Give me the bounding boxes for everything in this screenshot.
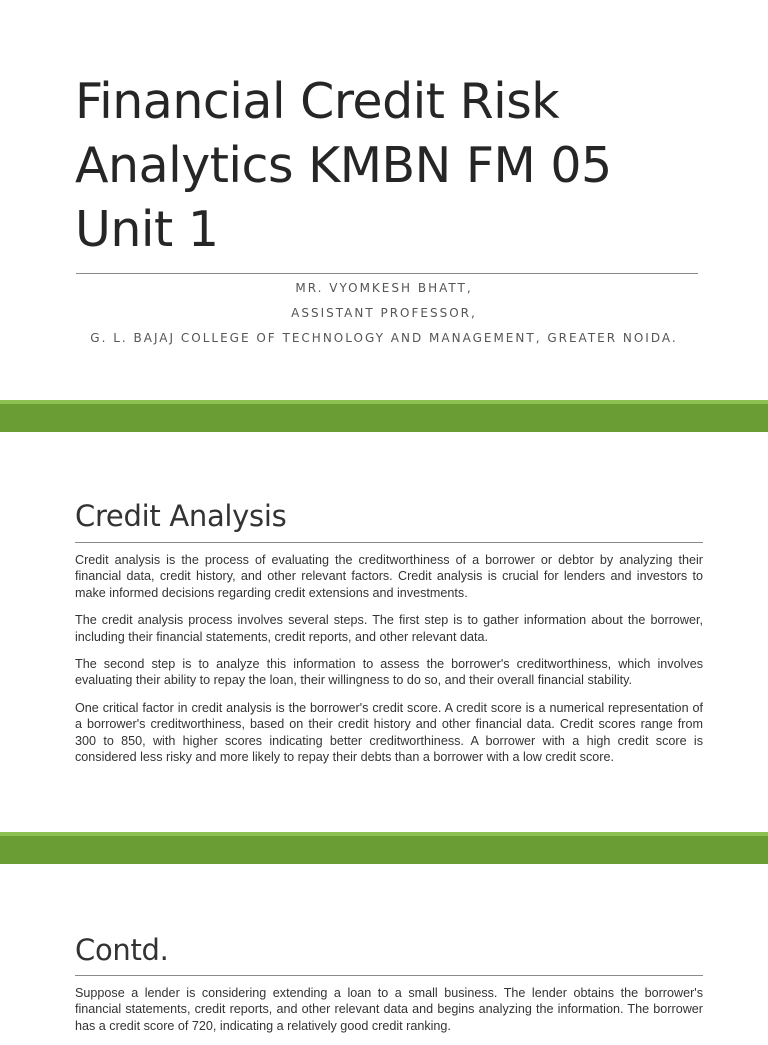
contd-slide [0,864,768,1033]
slide-body [75,552,703,776]
title-divider [76,273,698,274]
slide-heading: Contd. [75,933,169,967]
author-institution: G. L. BAJAJ COLLEGE OF TECHNOLOGY AND MANAGEMENT, GREATER NOIDA. [90,331,678,345]
slide-heading: Credit Analysis [75,499,287,533]
slide-body [75,985,703,1045]
slide-separator-band [0,832,768,864]
heading-divider [75,542,703,543]
author-name: MR. VYOMKESH BHATT, [295,281,473,295]
author-position: ASSISTANT PROFESSOR, [291,306,477,320]
body-paragraph: One critical factor in credit analysis is the borrower's credit score. A credit score is a numerical representation of a borrower's creditworthiness, based on their credit history and other financial data. Credit scores range from 300 to 850, with higher scores indicating better creditworthiness. A borrower with a high credit score is considered less risky and more likely to repay their debts than a borrower with a low credit score. [75,700,703,765]
body-paragraph: Suppose a lender is considering extending a loan to a small business. The lender obtains the borrower's financial statements, credit reports, and other relevant data and begins analyzing the information. The borrower has a credit score of 720, indicating a relatively good credit ranking. [75,986,703,1033]
title-slide [0,0,768,400]
body-paragraph: The second step is to analyze this information to assess the borrower's creditworthiness, which involves evaluating their ability to repay the loan, their willingness to do so, and their overall financial stability. [75,657,703,688]
body-paragraph: The credit analysis process involves several steps. The first step is to gather information about the borrower, including their financial statements, credit reports, and other relevant data. [75,613,703,644]
slide-separator-band [0,400,768,432]
heading-divider [75,975,703,976]
body-paragraph: Credit analysis is the process of evaluating the creditworthiness of a borrower or debtor by analyzing their financial data, credit history, and other relevant factors. Credit analysis is crucial for lenders and investors to make informed decisions regarding credit extensions and investments. [75,553,703,600]
presentation-title: Financial Credit Risk Analytics KMBN FM 05 Unit 1 [75,73,612,258]
author-info [40,279,728,354]
credit-analysis-slide [0,432,768,832]
